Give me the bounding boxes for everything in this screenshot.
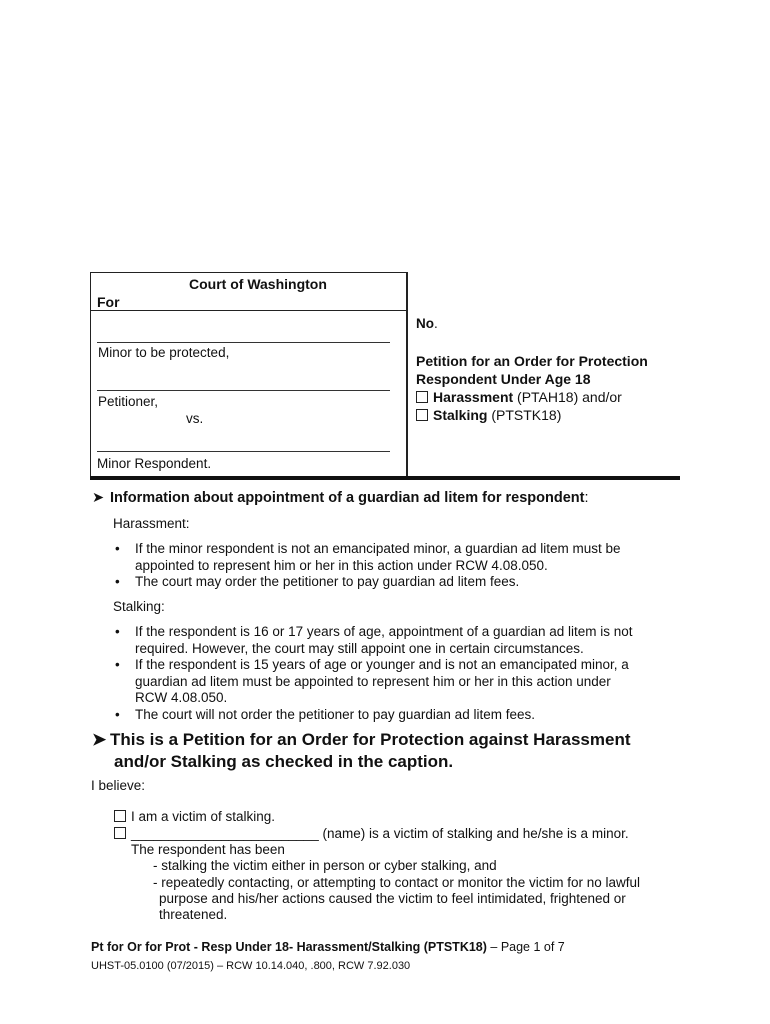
minor-name-field[interactable]: _________________________ — [131, 826, 319, 841]
detail-contacting-line1: - repeatedly contacting, or attempting to contact or monitor the victim for no lawful — [153, 875, 640, 890]
harassment-subheading: Harassment: — [113, 516, 190, 531]
petitioner-label: Petitioner, — [98, 394, 159, 409]
footer-page-info: – Page 1 of 7 — [486, 940, 565, 954]
option-harassment — [416, 389, 622, 405]
minor-protected-label: Minor to be protected, — [98, 345, 230, 360]
arrow-bullet-icon: ➤ — [92, 730, 107, 749]
list-item — [113, 707, 673, 724]
harassment-label: Harassment — [433, 389, 514, 405]
footer-title — [91, 939, 565, 955]
harassment-code: (PTAH18) and/or — [513, 389, 622, 405]
bullet-text: required. However, the court may still appoint one in certain circumstances. — [135, 640, 584, 656]
petitioner-line[interactable] — [97, 390, 390, 391]
caption-vertical-divider — [407, 272, 408, 476]
petition-title-line2: Respondent Under Age 18 — [416, 371, 591, 387]
stalking-code: (PTSTK18) — [487, 407, 562, 423]
arrow-bullet-icon: ➤ — [92, 490, 105, 506]
detail-contacting-line2: purpose and his/her actions caused the victim to feel intimidated, frightened or — [159, 891, 626, 906]
minor-respondent-label: Minor Respondent. — [97, 456, 212, 471]
gal-heading — [92, 490, 589, 506]
stalking-checkbox[interactable] — [416, 409, 428, 421]
for-label: For — [97, 294, 120, 310]
stalking-subheading: Stalking: — [113, 599, 165, 614]
harassment-checkbox[interactable] — [416, 391, 428, 403]
bullet-text: RCW 4.08.050. — [135, 690, 228, 705]
harassment-bullets — [113, 541, 673, 591]
bullet-text: The court will not order the petitioner to pay guardian ad litem fees. — [135, 706, 535, 722]
petition-heading-line1: This is a Petition for an Order for Protection against Harassment — [110, 730, 631, 749]
i-believe-label: I believe: — [91, 778, 146, 793]
detail-stalking: - stalking the victim either in person or cyber stalking, and — [153, 858, 497, 873]
petition-heading-line2: and/or Stalking as checked in the caption. — [114, 752, 454, 771]
list-item — [113, 574, 673, 591]
option-stalking — [416, 407, 561, 423]
bullet-text: appointed to represent him or her in this action under RCW 4.08.050. — [135, 557, 548, 573]
detail-contacting-line3: threatened. — [159, 907, 228, 922]
footer-form-code: UHST-05.0100 (07/2015) – RCW 10.14.040, .800, RCW 7.92.030 — [91, 960, 411, 972]
bullet-text: If the respondent is 15 years of age or younger and is not an emancipated minor, a — [135, 657, 629, 672]
list-item — [113, 624, 673, 657]
list-item — [113, 541, 673, 574]
stalking-label: Stalking — [433, 407, 488, 423]
vs-label: vs. — [186, 411, 204, 426]
bullet-text: guardian ad litem must be appointed to represent him or her in this action under — [135, 673, 611, 689]
option-self-victim — [114, 809, 275, 825]
stalking-bullets — [113, 624, 673, 723]
caption-box — [90, 272, 407, 476]
respondent-has-been: The respondent has been — [131, 842, 285, 857]
caption-divider — [90, 310, 407, 311]
self-victim-checkbox[interactable] — [114, 810, 126, 822]
footer-form-title: Pt for Or for Prot - Resp Under 18- Harassment/Stalking (PTSTK18) — [91, 940, 487, 954]
self-victim-label: I am a victim of stalking. — [131, 809, 276, 824]
gal-heading-colon: : — [584, 490, 589, 506]
list-item — [113, 657, 673, 707]
minor-protected-line[interactable] — [97, 342, 390, 343]
bullet-text: If the respondent is 16 or 17 years of age, appointment of a guardian ad litem is not — [135, 624, 633, 639]
minor-victim-checkbox[interactable] — [114, 827, 126, 839]
respondent-line[interactable] — [97, 451, 390, 452]
court-title: Court of Washington — [189, 276, 327, 292]
case-number-label: No — [416, 316, 434, 331]
minor-victim-label: (name) is a victim of stalking and he/she is a minor. — [318, 826, 629, 841]
bullet-text: If the minor respondent is not an emancipated minor, a guardian ad litem must be — [135, 541, 621, 556]
case-number-period: . — [434, 316, 438, 331]
petition-heading — [92, 729, 631, 751]
option-minor-victim — [114, 826, 629, 842]
bullet-text: The court may order the petitioner to pay guardian ad litem fees. — [135, 574, 520, 589]
petition-title-line1: Petition for an Order for Protection — [416, 353, 648, 369]
gal-heading-text: Information about appointment of a guardian ad litem for respondent — [110, 490, 585, 506]
caption-bottom-rule — [90, 476, 680, 480]
case-number[interactable] — [416, 316, 438, 332]
